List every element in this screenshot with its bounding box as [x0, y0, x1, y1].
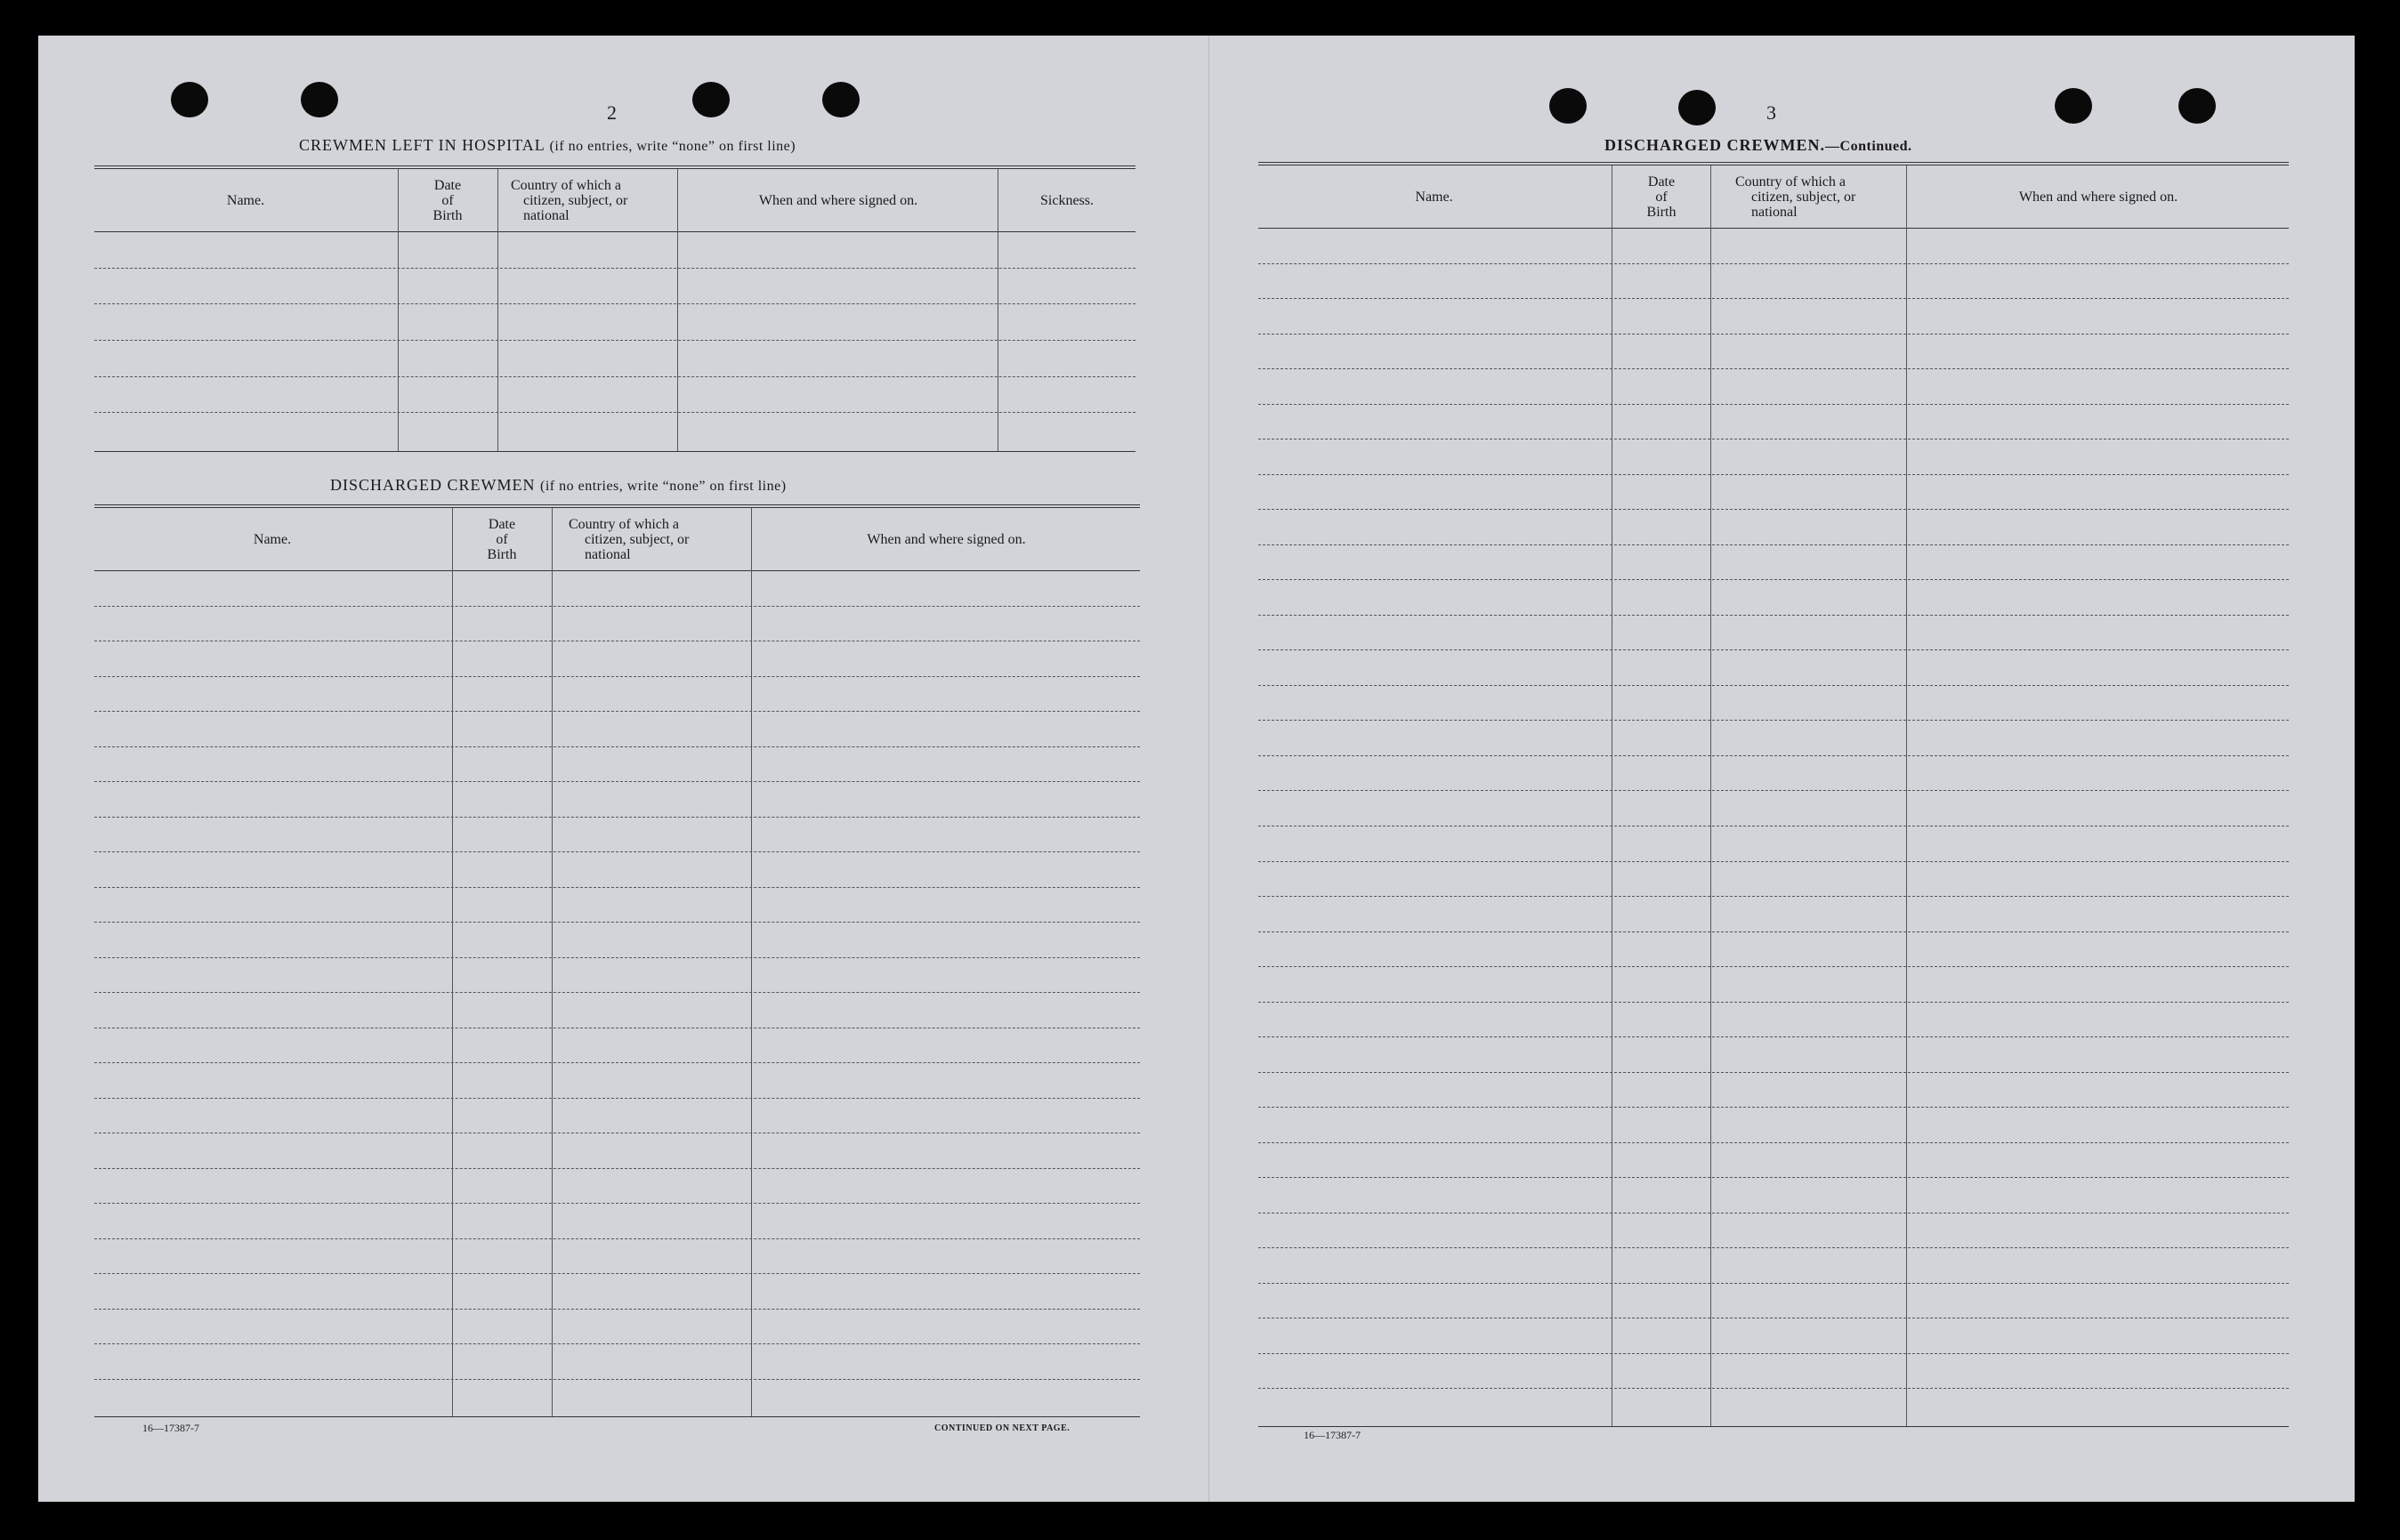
- dob-line-2: of: [441, 192, 454, 208]
- column-divider: [552, 508, 553, 1417]
- country-line-1: Country of which a: [569, 516, 679, 532]
- row-rule: [94, 746, 1140, 747]
- hospital-table: [94, 165, 1135, 452]
- row-rule: [1258, 579, 2289, 580]
- col-signed-on: When and where signed on.: [758, 192, 918, 208]
- hospital-table-header: [94, 169, 1135, 232]
- row-rule: [94, 851, 1140, 852]
- row-rule: [94, 1168, 1140, 1169]
- dob-line-1: Date: [433, 177, 462, 193]
- discharged-title-text: DISCHARGED CREWMEN: [330, 476, 536, 494]
- continued-table-header: [1258, 165, 2289, 229]
- row-rule: [94, 1098, 1140, 1099]
- row-rule: [1258, 685, 2289, 686]
- column-divider: [751, 508, 752, 1417]
- punch-hole: [171, 82, 208, 117]
- discharged-section-title: [330, 476, 787, 495]
- row-rule: [94, 781, 1140, 782]
- discharged-continued-title: [1604, 136, 1912, 155]
- col-date-of-birth: [399, 169, 497, 231]
- discharged-continued-table: [1258, 162, 2289, 1427]
- col-country: [1712, 165, 1906, 228]
- punch-hole: [692, 82, 730, 117]
- row-rule: [1258, 404, 2289, 405]
- row-rule: [1258, 931, 2289, 932]
- row-rule: [1258, 1388, 2289, 1389]
- discharged-title-note: (if no entries, write “none” on first line): [540, 479, 787, 494]
- row-rule: [94, 922, 1140, 923]
- punch-hole: [2178, 88, 2216, 124]
- continued-title-text: DISCHARGED CREWMEN.: [1604, 136, 1826, 154]
- punch-hole: [822, 82, 860, 117]
- row-rule: [94, 1273, 1140, 1274]
- hospital-title-note: (if no entries, write “none” on first line): [549, 139, 796, 154]
- row-rule: [94, 676, 1140, 677]
- country-line-1: Country of which a: [1735, 173, 1846, 189]
- row-rule: [1258, 509, 2289, 510]
- dob-line-3: Birth: [432, 207, 463, 223]
- col-country: [498, 169, 676, 231]
- page-number-right: 3: [1766, 101, 1776, 124]
- row-rule: [94, 1309, 1140, 1310]
- column-divider: [1710, 165, 1711, 1427]
- column-divider: [677, 169, 678, 452]
- page-fold: [1208, 36, 1209, 1502]
- hospital-title-text: CREWMEN LEFT IN HOSPITAL: [299, 136, 545, 154]
- row-rule: [94, 992, 1140, 993]
- row-rule: [94, 1238, 1140, 1239]
- row-rule: [1258, 1036, 2289, 1037]
- discharged-table: [94, 504, 1140, 1417]
- row-rule: [94, 606, 1140, 607]
- punch-hole: [1678, 90, 1716, 125]
- row-rule: [94, 887, 1140, 888]
- row-rule: [1258, 298, 2289, 299]
- row-rule: [94, 1062, 1140, 1063]
- col-country: [553, 508, 750, 570]
- row-rule: [1258, 966, 2289, 967]
- row-rule: [94, 340, 1135, 341]
- row-rule: [94, 1343, 1140, 1344]
- column-divider: [452, 508, 453, 1417]
- col-sickness: Sickness.: [1040, 192, 1094, 208]
- row-rule: [1258, 755, 2289, 756]
- row-rule: [1258, 1002, 2289, 1003]
- row-rule: [94, 1203, 1140, 1204]
- discharged-table-header: [94, 508, 1140, 571]
- row-rule: [94, 711, 1140, 712]
- form-number-left: 16—17387-7: [142, 1422, 199, 1434]
- row-rule: [1258, 334, 2289, 335]
- country-line-3: national: [585, 546, 631, 562]
- country-line-1: Country of which a: [511, 177, 621, 193]
- column-divider: [1906, 165, 1907, 1427]
- row-rule: [1258, 1353, 2289, 1354]
- continued-title-suffix: —Continued.: [1825, 139, 1912, 154]
- row-rule: [1258, 720, 2289, 721]
- col-signed-on: When and where signed on.: [867, 531, 1026, 547]
- col-date-of-birth: [1612, 165, 1710, 228]
- row-rule: [1258, 790, 2289, 791]
- column-divider: [497, 169, 498, 452]
- country-line-2: citizen, subject, or: [523, 192, 628, 208]
- row-rule: [94, 268, 1135, 269]
- table-bottom-rule: [94, 451, 1135, 452]
- row-rule: [94, 412, 1135, 413]
- col-name: Name.: [1415, 189, 1453, 205]
- row-rule: [94, 303, 1135, 304]
- country-line-2: citizen, subject, or: [585, 531, 690, 547]
- row-rule: [1258, 544, 2289, 545]
- row-rule: [1258, 263, 2289, 264]
- punch-hole: [2055, 88, 2092, 124]
- row-rule: [1258, 1072, 2289, 1073]
- row-rule: [94, 376, 1135, 377]
- form-number-right: 16—17387-7: [1304, 1429, 1361, 1441]
- row-rule: [1258, 649, 2289, 650]
- dob-line-2: of: [1655, 189, 1668, 205]
- row-rule: [1258, 368, 2289, 369]
- row-rule: [94, 817, 1140, 818]
- row-rule: [1258, 1283, 2289, 1284]
- column-divider: [398, 169, 399, 452]
- punch-hole: [1549, 88, 1587, 124]
- row-rule: [94, 957, 1140, 958]
- row-rule: [1258, 1142, 2289, 1143]
- col-signed-on: When and where signed on.: [2018, 189, 2178, 205]
- dob-line-1: Date: [488, 516, 516, 532]
- row-rule: [94, 1379, 1140, 1380]
- hospital-section-title: [299, 136, 796, 155]
- dob-line-2: of: [496, 531, 508, 547]
- row-rule: [1258, 861, 2289, 862]
- table-bottom-rule: [1258, 1426, 2289, 1427]
- punch-hole: [301, 82, 338, 117]
- country-line-3: national: [1751, 204, 1798, 220]
- page-number-left: 2: [607, 101, 617, 124]
- col-name: Name.: [226, 192, 265, 208]
- row-rule: [1258, 1107, 2289, 1108]
- row-rule: [1258, 1247, 2289, 1248]
- country-line-2: citizen, subject, or: [1751, 189, 1856, 205]
- dob-line-1: Date: [1647, 173, 1676, 189]
- table-bottom-rule: [94, 1416, 1140, 1417]
- row-rule: [1258, 896, 2289, 897]
- row-rule: [1258, 1177, 2289, 1178]
- dob-line-3: Birth: [487, 546, 517, 562]
- country-line-3: national: [523, 207, 570, 223]
- continued-note: CONTINUED ON NEXT PAGE.: [934, 1423, 1071, 1433]
- dob-line-3: Birth: [1646, 204, 1677, 220]
- row-rule: [1258, 474, 2289, 475]
- row-rule: [1258, 615, 2289, 616]
- col-date-of-birth: [453, 508, 551, 570]
- col-name: Name.: [253, 531, 292, 547]
